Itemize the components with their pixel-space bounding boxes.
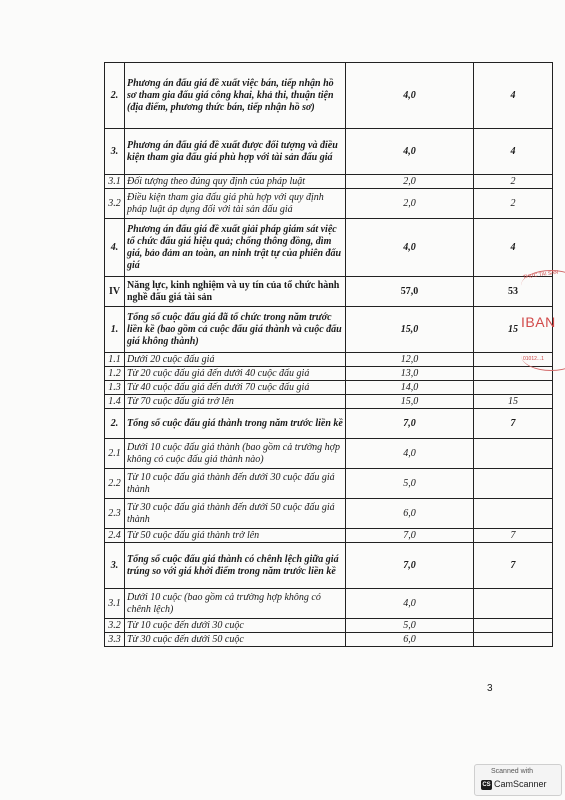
max-score: 6,0 xyxy=(346,633,474,647)
table-row xyxy=(105,619,553,633)
row-number: 3.1 xyxy=(105,589,125,619)
awarded-score: 7 xyxy=(474,543,553,589)
criterion-text: Phương án đấu giá đề xuất giải pháp giám sát việc tổ chức đấu giá hiệu quả; chống thông đồng, dìm giá, bảo đảm an toàn, an ninh trật tự của phiên đấu giá xyxy=(125,219,346,277)
table-row xyxy=(105,543,553,589)
max-score: 2,0 xyxy=(346,175,474,189)
max-score: 6,0 xyxy=(346,499,474,529)
row-number: 1. xyxy=(105,307,125,353)
awarded-score: 2 xyxy=(474,175,553,189)
criterion-text: Điều kiện tham gia đấu giá phù hợp với quy định pháp luật áp dụng đối với tài sản đấu giá xyxy=(125,189,346,219)
camscanner-logo-icon: CS xyxy=(482,782,491,788)
awarded-score: 15 xyxy=(474,307,553,353)
row-number: 1.2 xyxy=(105,367,125,381)
awarded-score xyxy=(474,633,553,647)
awarded-score: 4 xyxy=(474,63,553,129)
max-score: 4,0 xyxy=(346,589,474,619)
table-row xyxy=(105,633,553,647)
table-row xyxy=(105,175,553,189)
criterion-text: Từ 70 cuộc đấu giá trở lên xyxy=(125,395,346,409)
criterion-text: Đối tượng theo đúng quy định của pháp luật xyxy=(125,175,346,189)
table-row xyxy=(105,277,553,307)
criterion-text: Từ 50 cuộc đấu giá thành trở lên xyxy=(125,529,346,543)
row-number: IV xyxy=(105,277,125,307)
row-number: 3.3 xyxy=(105,633,125,647)
table-row xyxy=(105,367,553,381)
awarded-score: 7 xyxy=(474,529,553,543)
row-number: 2.4 xyxy=(105,529,125,543)
awarded-score: 2 xyxy=(474,189,553,219)
criterion-text: Từ 10 cuộc đến dưới 30 cuộc xyxy=(125,619,346,633)
row-number: 1.1 xyxy=(105,353,125,367)
stamp-top-text: THỰC TÀI SẢN xyxy=(522,269,559,281)
max-score: 57,0 xyxy=(346,277,474,307)
max-score: 4,0 xyxy=(346,439,474,469)
row-number: 2.2 xyxy=(105,469,125,499)
camscanner-brand: CamScanner xyxy=(494,779,547,789)
criterion-text: Tổng số cuộc đấu giá đã tổ chức trong năm trước liền kề (bao gồm cả cuộc đấu giá thành và cuộc đấu giá không thành) xyxy=(125,307,346,353)
criterion-text: Từ 40 cuộc đấu giá đến dưới 70 cuộc đấu giá xyxy=(125,381,346,395)
awarded-score xyxy=(474,499,553,529)
awarded-score: 53 xyxy=(474,277,553,307)
max-score: 4,0 xyxy=(346,219,474,277)
row-number: 3.1 xyxy=(105,175,125,189)
table-row xyxy=(105,439,553,469)
max-score: 7,0 xyxy=(346,529,474,543)
max-score: 14,0 xyxy=(346,381,474,395)
stamp-bottom-text: 01012...1 xyxy=(523,356,544,362)
evaluation-table xyxy=(104,62,553,647)
row-number: 2.3 xyxy=(105,499,125,529)
row-number: 3. xyxy=(105,129,125,175)
criterion-text: Từ 20 cuộc đấu giá đến dưới 40 cuộc đấu giá xyxy=(125,367,346,381)
red-seal-stamp xyxy=(517,270,565,375)
row-number: 2. xyxy=(105,63,125,129)
row-number: 4. xyxy=(105,219,125,277)
max-score: 12,0 xyxy=(346,353,474,367)
criterion-text: Dưới 10 cuộc đấu giá thành (bao gồm cả trường hợp không có cuộc đấu giá thành nào) xyxy=(125,439,346,469)
criterion-text: Tổng số cuộc đấu giá thành trong năm trước liền kề xyxy=(125,409,346,439)
table-row xyxy=(105,469,553,499)
criterion-text: Từ 30 cuộc đấu giá thành đến dưới 50 cuộc đấu giá thành xyxy=(125,499,346,529)
awarded-score: 4 xyxy=(474,219,553,277)
criterion-text: Phương án đấu giá đề xuất việc bán, tiếp nhận hồ sơ tham gia đấu giá công khai, khả thi, thuận tiện (địa điểm, phương thức bán, tiếp nhận hồ sơ) xyxy=(125,63,346,129)
max-score: 5,0 xyxy=(346,469,474,499)
row-number: 3. xyxy=(105,543,125,589)
camscanner-watermark xyxy=(474,764,562,796)
row-number: 3.2 xyxy=(105,619,125,633)
max-score: 7,0 xyxy=(346,543,474,589)
max-score: 2,0 xyxy=(346,189,474,219)
criterion-text: Từ 10 cuộc đấu giá thành đến dưới 30 cuộc đấu giá thành xyxy=(125,469,346,499)
criterion-text: Phương án đấu giá đề xuất được đối tượng và điều kiện tham gia đấu giá phù hợp với tài sản đấu giá xyxy=(125,129,346,175)
table-row xyxy=(105,529,553,543)
row-number: 2.1 xyxy=(105,439,125,469)
criterion-text: Từ 30 cuộc đến dưới 50 cuộc xyxy=(125,633,346,647)
max-score: 15,0 xyxy=(346,307,474,353)
criterion-text: Dưới 10 cuộc (bao gồm cả trường hợp không có chênh lệch) xyxy=(125,589,346,619)
table-row xyxy=(105,409,553,439)
criterion-text: Dưới 20 cuộc đấu giá xyxy=(125,353,346,367)
row-number: 1.4 xyxy=(105,395,125,409)
awarded-score xyxy=(474,589,553,619)
awarded-score xyxy=(474,469,553,499)
table-row xyxy=(105,307,553,353)
max-score: 4,0 xyxy=(346,129,474,175)
awarded-score: 15 xyxy=(474,395,553,409)
max-score: 13,0 xyxy=(346,367,474,381)
table-row xyxy=(105,219,553,277)
stamp-middle-text: IBAN xyxy=(521,314,556,330)
table-row xyxy=(105,381,553,395)
table-row xyxy=(105,189,553,219)
table-row xyxy=(105,589,553,619)
awarded-score xyxy=(474,439,553,469)
scanned-with-label: Scanned with xyxy=(491,768,534,775)
table-row xyxy=(105,499,553,529)
max-score: 7,0 xyxy=(346,409,474,439)
awarded-score: 7 xyxy=(474,409,553,439)
criterion-text: Tổng số cuộc đấu giá thành có chênh lệch giữa giá trúng so với giá khởi điểm trong năm trước liền kề xyxy=(125,543,346,589)
table-row xyxy=(105,129,553,175)
max-score: 5,0 xyxy=(346,619,474,633)
max-score: 4,0 xyxy=(346,63,474,129)
row-number: 2. xyxy=(105,409,125,439)
awarded-score: 4 xyxy=(474,129,553,175)
row-number: 3.2 xyxy=(105,189,125,219)
page-number: 3 xyxy=(487,683,493,694)
table-row xyxy=(105,353,553,367)
max-score: 15,0 xyxy=(346,395,474,409)
row-number: 1.3 xyxy=(105,381,125,395)
awarded-score xyxy=(474,619,553,633)
table-row xyxy=(105,63,553,129)
awarded-score xyxy=(474,381,553,395)
table-row xyxy=(105,395,553,409)
criterion-text: Năng lực, kinh nghiệm và uy tín của tổ chức hành nghề đấu giá tài sản xyxy=(125,277,346,307)
